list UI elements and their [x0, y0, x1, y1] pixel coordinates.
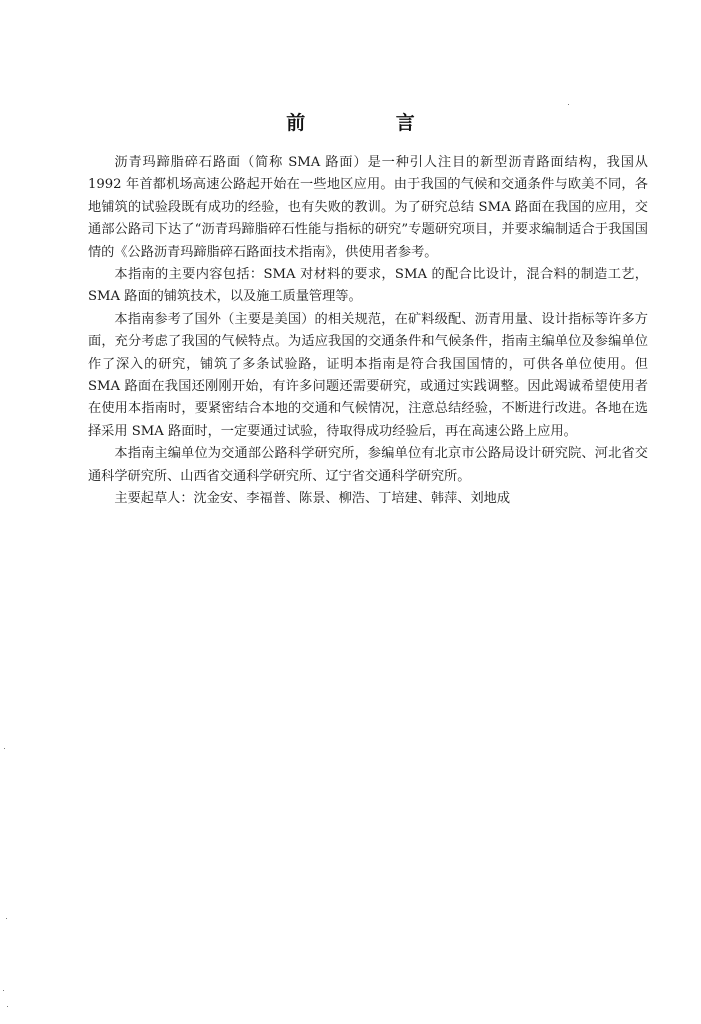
paragraph-units: 本指南主编单位为交通部公路科学研究所，参编单位有北京市公路局设计研究院、河北省交通科学研究所、山西省交通科学研究所、辽宁省交通科学研究所。 — [88, 446, 648, 484]
paragraph-drafters: 主要起草人：沈金安、李福普、陈景、柳浩、丁培建、韩萍、刘地成 — [114, 491, 511, 507]
paragraph-introduction: 沥青玛蹄脂碎石路面（简称 SMA 路面）是一种引人注目的新型沥青路面结构，我国从1992 年首都机场高速公路起开始在一些地区应用。由于我国的气候和交通条件与欧美不同，各地铺筑的试验段既有成功的经验，也有失败的教训。为了研究总结 SMA 路面在我国的应用，交通部公路司下达了“沥青玛蹄脂碎石性能与指标的研究”专题研究项目，并要求编制适合于我国国情的《公路沥青玛蹄脂碎石路面技术指南》，供使用者参考。 — [88, 155, 648, 260]
paragraph-references: 本指南参考了国外（主要是美国）的相关规范，在矿料级配、沥青用量、设计指标等许多方面，充分考虑了我国的气候特点。为适应我国的交通条件和气候条件，指南主编单位及参编单位作了深入的研究，铺筑了多条试验路，证明本指南是符合我国国情的，可供各单位使用。但 SMA 路面在我国还刚刚开始，有许多问题还需要研究，或通过实践调整。因此竭诚希望使用者在使用本指南时，要紧密结合本地的交通和气候情况，注意总结经验，不断进行改进。各地在选择采用 SMA 路面时，一定要通过试验，待取得成功经验后，再在高速公路上应用。 — [88, 311, 648, 439]
page-title: 前 言 — [286, 112, 457, 134]
paragraph-contents: 本指南的主要内容包括：SMA 对材料的要求，SMA 的配合比设计，混合料的制造工艺，SMA 路面的铺筑技术，以及施工质量管理等。 — [88, 267, 648, 305]
preface-body — [88, 152, 648, 511]
